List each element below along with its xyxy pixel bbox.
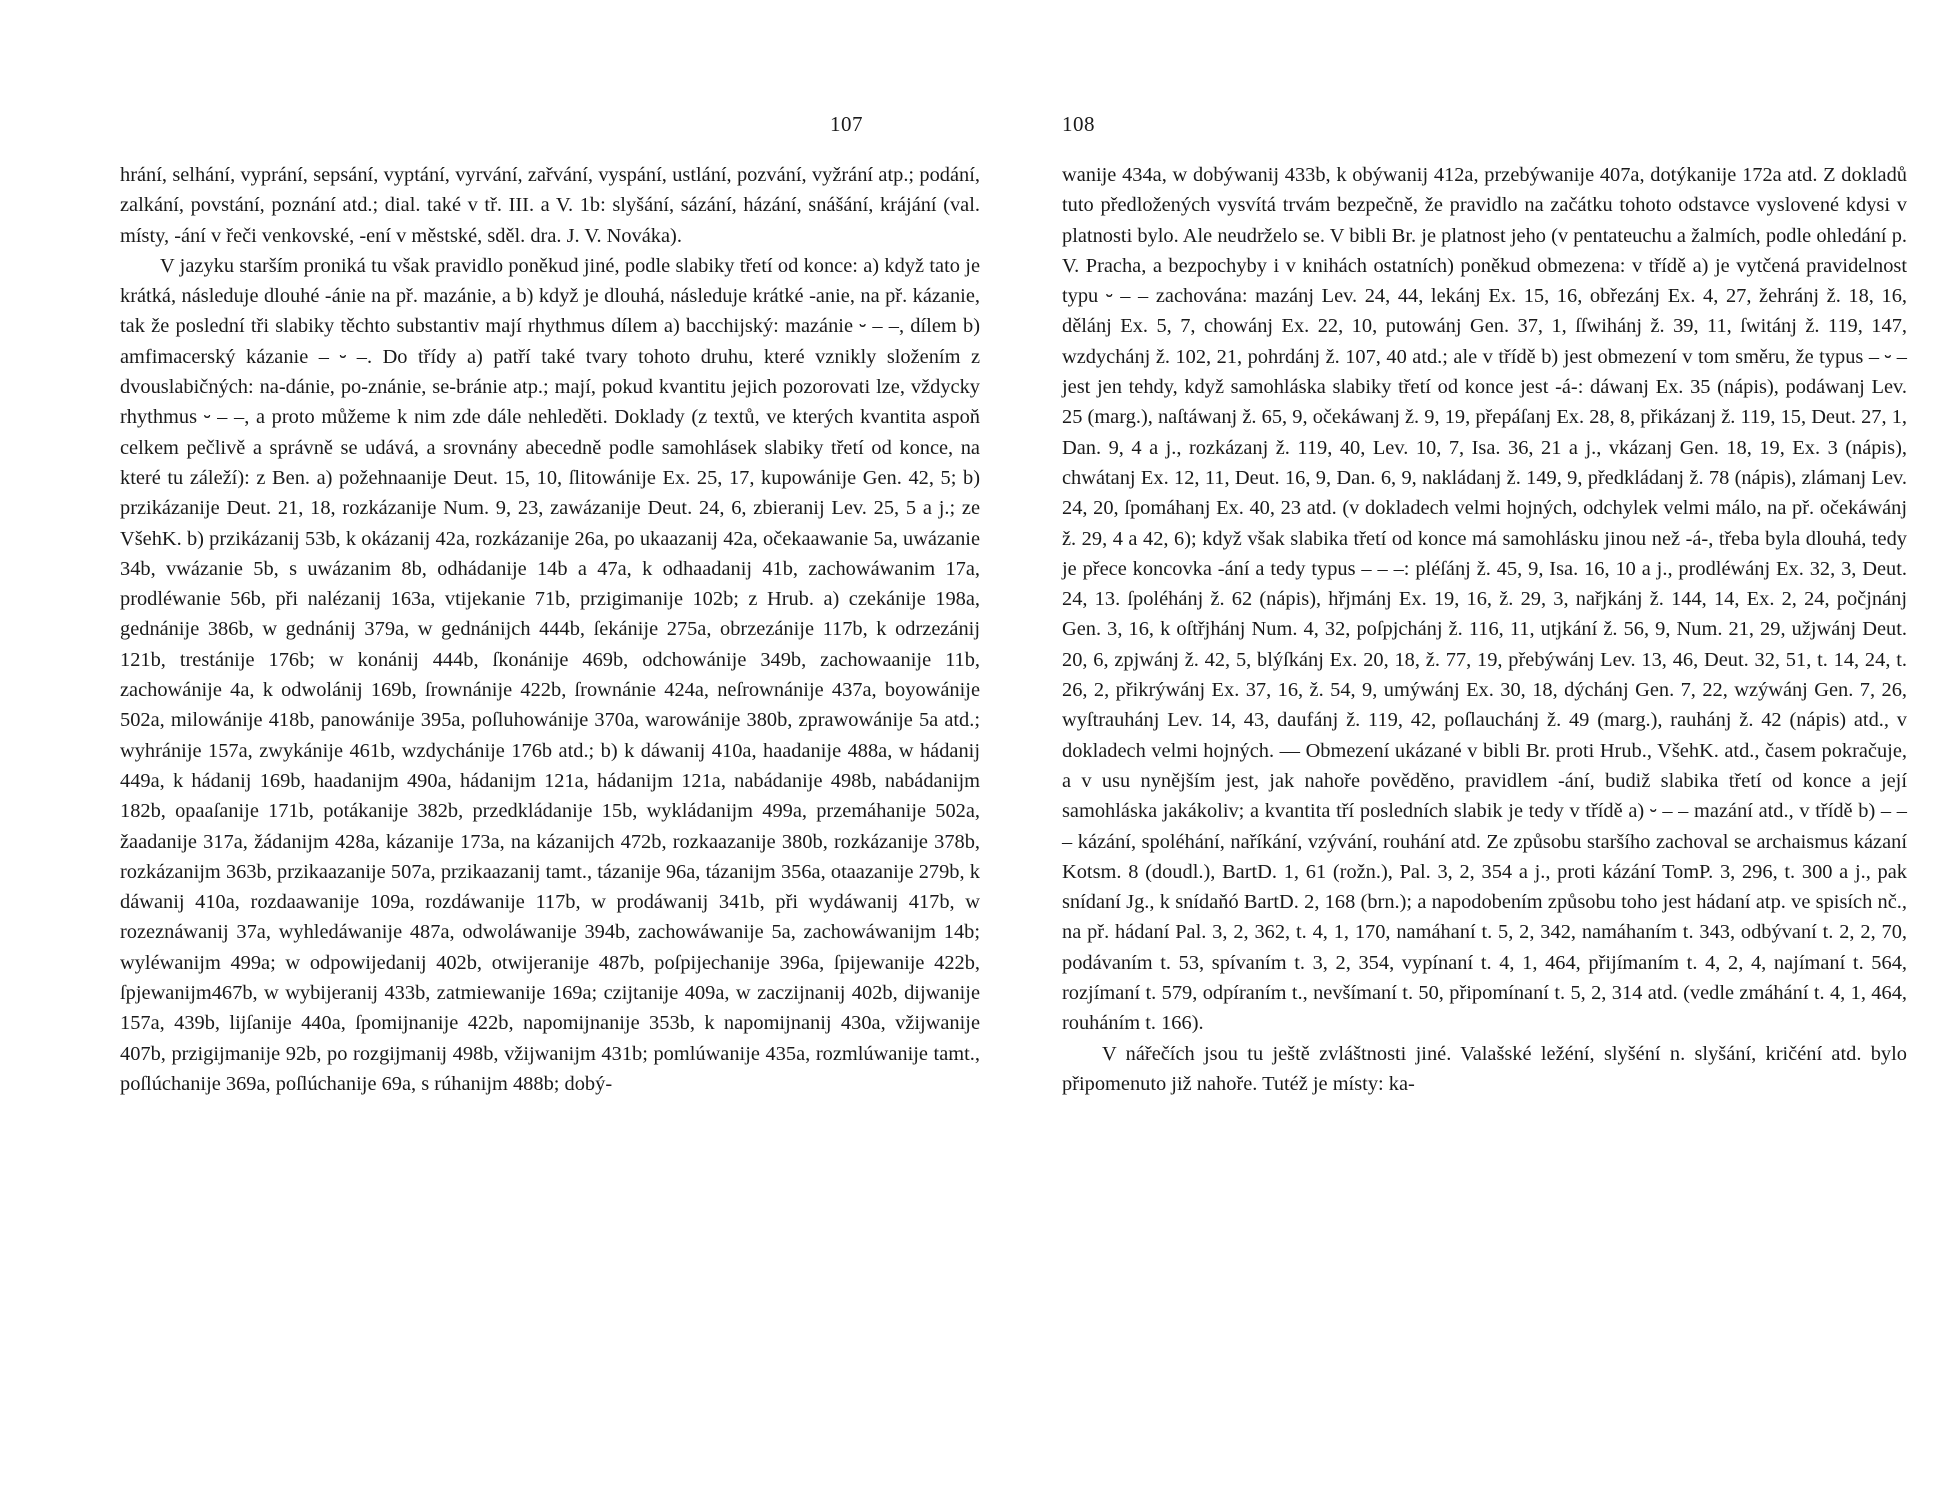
paragraph: V jazyku starším proniká tu však pravidlo poněkud jiné, podle slabiky třetí od konce: a) když tato je krátká, následuje dlouhé -ánie na př. mazánie, a b) když je dlouhá, následuje krátké -anie, na př. kázanie, tak že poslední tři slabiky těchto substantiv mají rhythmus dílem a) bacchijský: mazánie ⏑ – –, dílem b) amfimacerský kázanie – ⏑ –. Do třídy a) patří také tvary tohoto druhu, které vznikly složením z dvouslabičných: na-dánie, po-znánie, se-bránie atp.; mají, pokud kvantitu jejich pozorovati lze, vždycky rhythmus ⏑ – –, a proto můžeme k nim zde dále nehleděti. Doklady (z textů, ve kterých kvantita aspoň celkem pečlivě a správně se udává, a srovnány abecedně podle samohlásek slabiky třetí od konce, na které tu záleží): z Ben. a) požehnaanije Deut. 15, 10, ſlitowánije Ex. 25, 17, kupowánije Gen. 42, 5; b) przikázanije Deut. 21, 18, rozkázanije Num. 9, 23, zawázanije Deut. 24, 6, zbieranij Lev. 25, 5 a j.; ze VšehK. b) przikázanij 53b, k okázanij 42a, rozkázanije 26a, po ukaazanij 42a, očekaawanie 5a, uwázanie 34b, vwázanie 5b, s uwázanim 8b, odhádanije 14b a 47a, k odhaadanij 41b, zachowáwanim 17a, prodléwanie 56b, při nalézanij 163a, vtijekanie 71b, przigimanije 102b; z Hrub. a) czekánije 198a, gednánije 386b, w gednánij 379a, w gednánijch 444b, ſekánije 275a, obrzezánije 117b, k odrzezánij 121b, trestánije 176b; w konánij 444b, ſkonánije 469b, odchowánije 349b, zachowaanije 11b, zachowánije 4a, k odwolánij 169b, ſrownánije 422b, ſrownánie 424a, neſrownánije 437a, boyowánije 502a, milowánije 418b, panowánije 395a, poſluhowánije 370a, warowánije 380b, zprawowánije 5a atd.; wyhránije 157a, zwykánije 461b, wzdychánije 176b atd.; b) k dáwanij 410a, haadanije 488a, w hádanij 449a, k hádanij 169b, haadanijm 490a, hádanijm 121a, hádanijm 121a, nabádanije 498b, nabádanijm 182b, opaaſanije 171b, potákanije 382b, przedkládanije 15b, wykládanijm 499a, przemáhanije 502a, žaadanije 317a, žádanijm 428a, kázanije 173a, na kázanijch 472b, rozkaazanije 380b, rozkázanije 378b, rozkázanijm 363b, przikaazanije 507a, przikaazanij tamt., tázanije 96a, tázanijm 356a, otaazanije 279b, k dáwanij 410a, rozdaawanije 109a, rozdáwanije 117b, w prodáwanij 341b, při wydáwanij 417b, w rozeznáwanij 37a, wyhledáwanije 487a, odwoláwanije 394b, zachowáwanije 5a, zachowáwanijm 14b; wyléwanijm 499a; w odpowijedanij 402b, otwijeranije 487b, poſpijechanije 396a, ſpijewanije 422b, ſpjewanijm467b, w wybijeranij 433b, zatmiewanije 169a; czijtanije 409a, w zaczijnanij 402b, dijwanije 157a, 439b, lijſanije 440a, ſpomijnanije 422b, napomijnanije 353b, k napomijnanij 430a, vžijwanije 407b, przigijmanije 92b, po rozgijmanij 498b, vžijwanijm 431b; pomlúwanije 435a, rozmlúwanije tamt., poſlúchanije 369a, poſlúchanije 69a, s rúhanijm 488b; dobý-: [120, 254, 980, 1095]
page-text: [120, 160, 980, 1099]
page-number: 108: [1062, 112, 1095, 136]
page-number: 107: [830, 112, 863, 136]
page-text: [1062, 160, 1907, 1099]
left-page: [120, 0, 980, 1500]
paragraph: V nářečích jsou tu ještě zvláštnosti jiné. Valašské ležéní, slyšéní n. slyšání, kričéní atd. bylo připomenuto již nahoře. Tutéž je místy: ka-: [1062, 1042, 1907, 1095]
paragraph-continued: wanije 434a, w dobýwanij 433b, k obýwanij 412a, przebýwanije 407a, dotýkanije 172a atd. Z dokladů tuto předložených vysvítá trvám bezpečně, že pravidlo na začátku tohoto odstavce vyslovené kdysi v platnosti bylo. Ale neudrželo se. V bibli Br. je platnost jeho (v pentateuchu a žalmích, podle ohledání p. V. Pracha, a bezpochyby i v knihách ostatních) poněkud obmezena: v třídě a) je vytčená pravidelnost typu ⏑ – – zachována: mazánj Lev. 24, 44, lekánj Ex. 15, 16, obřezánj Ex. 4, 27, žehránj ž. 18, 16, dělánj Ex. 5, 7, chowánj Ex. 22, 10, putowánj Gen. 37, 1, ſſwihánj ž. 39, 11, ſwitánj ž. 119, 147, wzdychánj ž. 102, 21, pohrdánj ž. 107, 40 atd.; ale v třídě b) jest obmezení v tom směru, že typus – ⏑ – jest jen tehdy, když samohláska slabiky třetí od konce jest -á-: dáwanj Ex. 35 (nápis), podáwanj Lev. 25 (marg.), naſtáwanj ž. 65, 9, očekáwanj ž. 9, 19, přepáſanj Ex. 28, 8, přikázanj ž. 119, 15, Deut. 27, 1, Dan. 9, 4 a j., rozkázanj ž. 119, 40, Lev. 10, 7, Isa. 36, 21 a j., vkázanj Gen. 18, 19, Ex. 3 (nápis), chwátanj Ex. 12, 11, Deut. 16, 9, Dan. 6, 9, nakládanj ž. 149, 9, předkládanj ž. 78 (nápis), zlámanj Lev. 24, 20, ſpomáhanj Ex. 40, 23 atd. (v dokladech velmi hojných, odchylek velmi málo, na př. očekáwánj ž. 29, 4 a 42, 6); když však slabika třetí od konce má samohlásku jinou než -á-, třeba byla dlouhá, tedy je přece koncovka -ání a tedy typus – – –: pléſánj ž. 45, 9, Isa. 16, 10 a j., prodléwánj Ex. 32, 3, Deut. 24, 13. ſpoléhánj ž. 62 (nápis), hřjmánj Ex. 19, 16, ž. 29, 3, nařjkánj ž. 144, 14, Ex. 2, 24, počjnánj Gen. 3, 16, k oſtřjhánj Num. 4, 32, poſpjchánj ž. 116, 11, utjkání ž. 56, 9, Num. 21, 29, užjwánj Deut. 20, 6, zpjwánj ž. 42, 5, blýſkánj Ex. 20, 18, ž. 77, 19, přebýwánj Lev. 13, 46, Deut. 32, 51, t. 14, 24, t. 26, 2, přikrýwánj Ex. 37, 16, ž. 54, 9, umýwánj Ex. 30, 18, dýchánj Gen. 7, 22, wzýwánj Gen. 7, 26, wyſtrauhánj Lev. 14, 43, daufánj ž. 119, 42, poſlauchánj ž. 49 (marg.), rauhánj ž. 42 (nápis) atd., v dokladech velmi hojných. — Obmezení ukázané v bibli Br. proti Hrub., VšehK. atd., časem pokračuje, a v usu nynějším jest, jak nahoře pověděno, pravidlem -ání, budiž slabika třetí od konce a její samohláska jakákoliv; a kvantita tří posledních slabik je tedy v třídě a) ⏑ – – mazání atd., v třídě b) – – – kázání, spoléhání, naříkání, vzývání, rouhání atd. Ze způsobu staršího zachoval se archaismus kázaní Kotsm. 8 (doudl.), BartD. 1, 61 (rožn.), Pal. 3, 2, 354 a j., proti kázání TomP. 3, 296, t. 300 a j., pak snídaní Jg., k snídaňó BartD. 2, 168 (brn.); a napodobením způsobu toho jest hádaní atp. ve spisích nč., na př. hádaní Pal. 3, 2, 362, t. 4, 1, 170, namáhaní t. 5, 2, 342, namáhaním t. 343, odbývaní t. 2, 2, 70, podávaním t. 53, spívaním t. 3, 2, 354, vypínaní t. 4, 1, 464, přijímaním t. 4, 2, 4, najímaní t. 564, rozjímaní t. 579, odpíraním t., nevšímaní t. 50, připomínaní t. 5, 2, 314 atd. (vedle zmáhání t. 4, 1, 464, rouháním t. 166).: [1062, 164, 1907, 1035]
paragraph-continued: hrání, selhání, vyprání, sepsání, vyptání, vyrvání, zařvání, vyspání, ustlání, pozvání, vyžrání atp.; podání, zalkání, povstání, poznání atd.; dial. také v tř. III. a V. 1b: slyšání, sázání, házání, snášání, krájání (val. místy, -ání v řeči venkovské, -ení v městské, sděl. dra. J. V. Nováka).: [120, 164, 980, 247]
right-page: [1062, 0, 1922, 1500]
